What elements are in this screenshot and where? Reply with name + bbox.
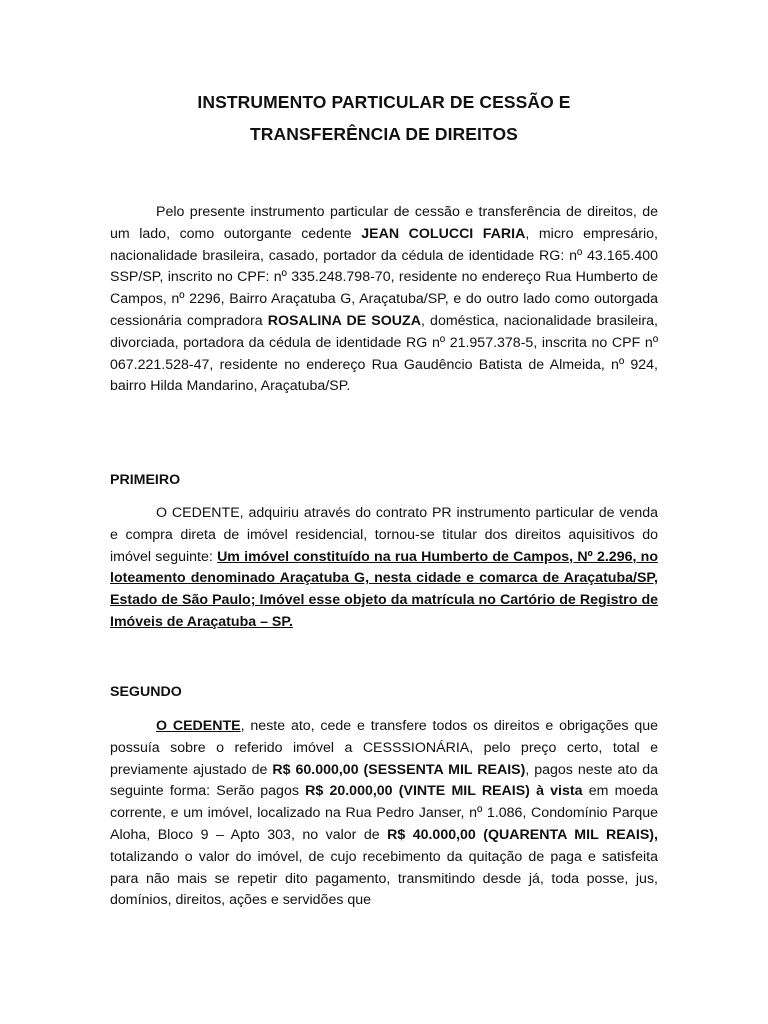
intro-text-3: , doméstica, nacionalidade brasileira, divorciada, portadora da cédula de identidade RG nº 21.957.378-5, inscrita no CPF nº 067.221.528-47, residente no endereço Rua Gaudêncio Batista de Almeida, nº 924, bairro Hilda Mandarino, Araçatuba/SP. — [110, 312, 659, 395]
intro-text-1: Pelo presente instrumento particular de cessão e transferência de direitos, de um lado, como outorgante cedente — [110, 204, 658, 242]
cedente-label: O CEDENTE — [156, 718, 241, 734]
segundo-text-4: totalizando o valor do imóvel, de cujo recebimento da quitação de paga e satisfeita para não mais se repetir dito pagamento, transmitindo desde já, toda posse, jus, domínios, direitos, ações e servidões que — [110, 848, 658, 909]
segundo-text-2: , pagos neste ato da seguinte forma: Serão pagos — [110, 761, 658, 800]
segundo-text-3: em moeda corrente, e um imóvel, localizado na Rua Pedro Janser, nº 1.086, Condomínio Parque Aloha, Bloco 9 – Apto 303, no valor de — [110, 783, 658, 843]
section-heading-segundo: SEGUNDO — [110, 684, 182, 700]
title-line-2: TRANSFERÊNCIA DE DIREITOS — [250, 124, 518, 144]
title-line-1: INSTRUMENTO PARTICULAR DE CESSÃO E — [197, 92, 571, 112]
price-cash: R$ 20.000,00 (VINTE MIL REAIS) à vista — [305, 783, 583, 800]
primeiro-paragraph — [110, 503, 658, 634]
segundo-text-1: , neste ato, cede e transfere todos os direitos e obrigações que possuía sobre o referido imóvel a CESSSIONÁRIA, pelo preço certo, total e previamente ajustado de — [110, 718, 658, 778]
cedente-name: JEAN COLUCCI FARIA — [361, 225, 526, 242]
cessionaria-name: ROSALINA DE SOUZA — [267, 312, 421, 329]
primeiro-text: O CEDENTE, adquiriu através do contrato PR instrumento particular de venda e compra direta de imóvel residencial, tornou-se titular dos direitos aquisitivos do imóvel seguinte: — [110, 505, 658, 565]
segundo-paragraph — [110, 716, 658, 912]
price-property: R$ 40.000,00 (QUARENTA MIL REAIS), — [387, 826, 658, 843]
intro-text-2: , micro empresário, nacionalidade brasileira, casado, portador da cédula de identidade RG: nº 43.165.400 SSP/SP, inscrito no CPF: nº 335.248.798-70, residente no endereço Rua Humberto de Campos, nº 2296, Bairro Araçatuba G, Araçatuba/SP, e do outro lado como outorgada cessionária compradora — [110, 225, 658, 329]
section-heading-primeiro: PRIMEIRO — [110, 472, 181, 488]
document-title — [0, 86, 768, 150]
intro-paragraph — [110, 202, 658, 398]
property-description: Um imóvel constituído na rua Humberto de Campos, Nº 2.296, no loteamento denominado Araçatuba G, nesta cidade e comarca de Araçatuba/SP, Estado de São Paulo; Imóvel esse objeto da matrícula no Cartório de Registro de Imóveis de Araçatuba – SP. — [110, 548, 658, 630]
price-total: R$ 60.000,00 (SESSENTA MIL REAIS) — [272, 761, 526, 778]
